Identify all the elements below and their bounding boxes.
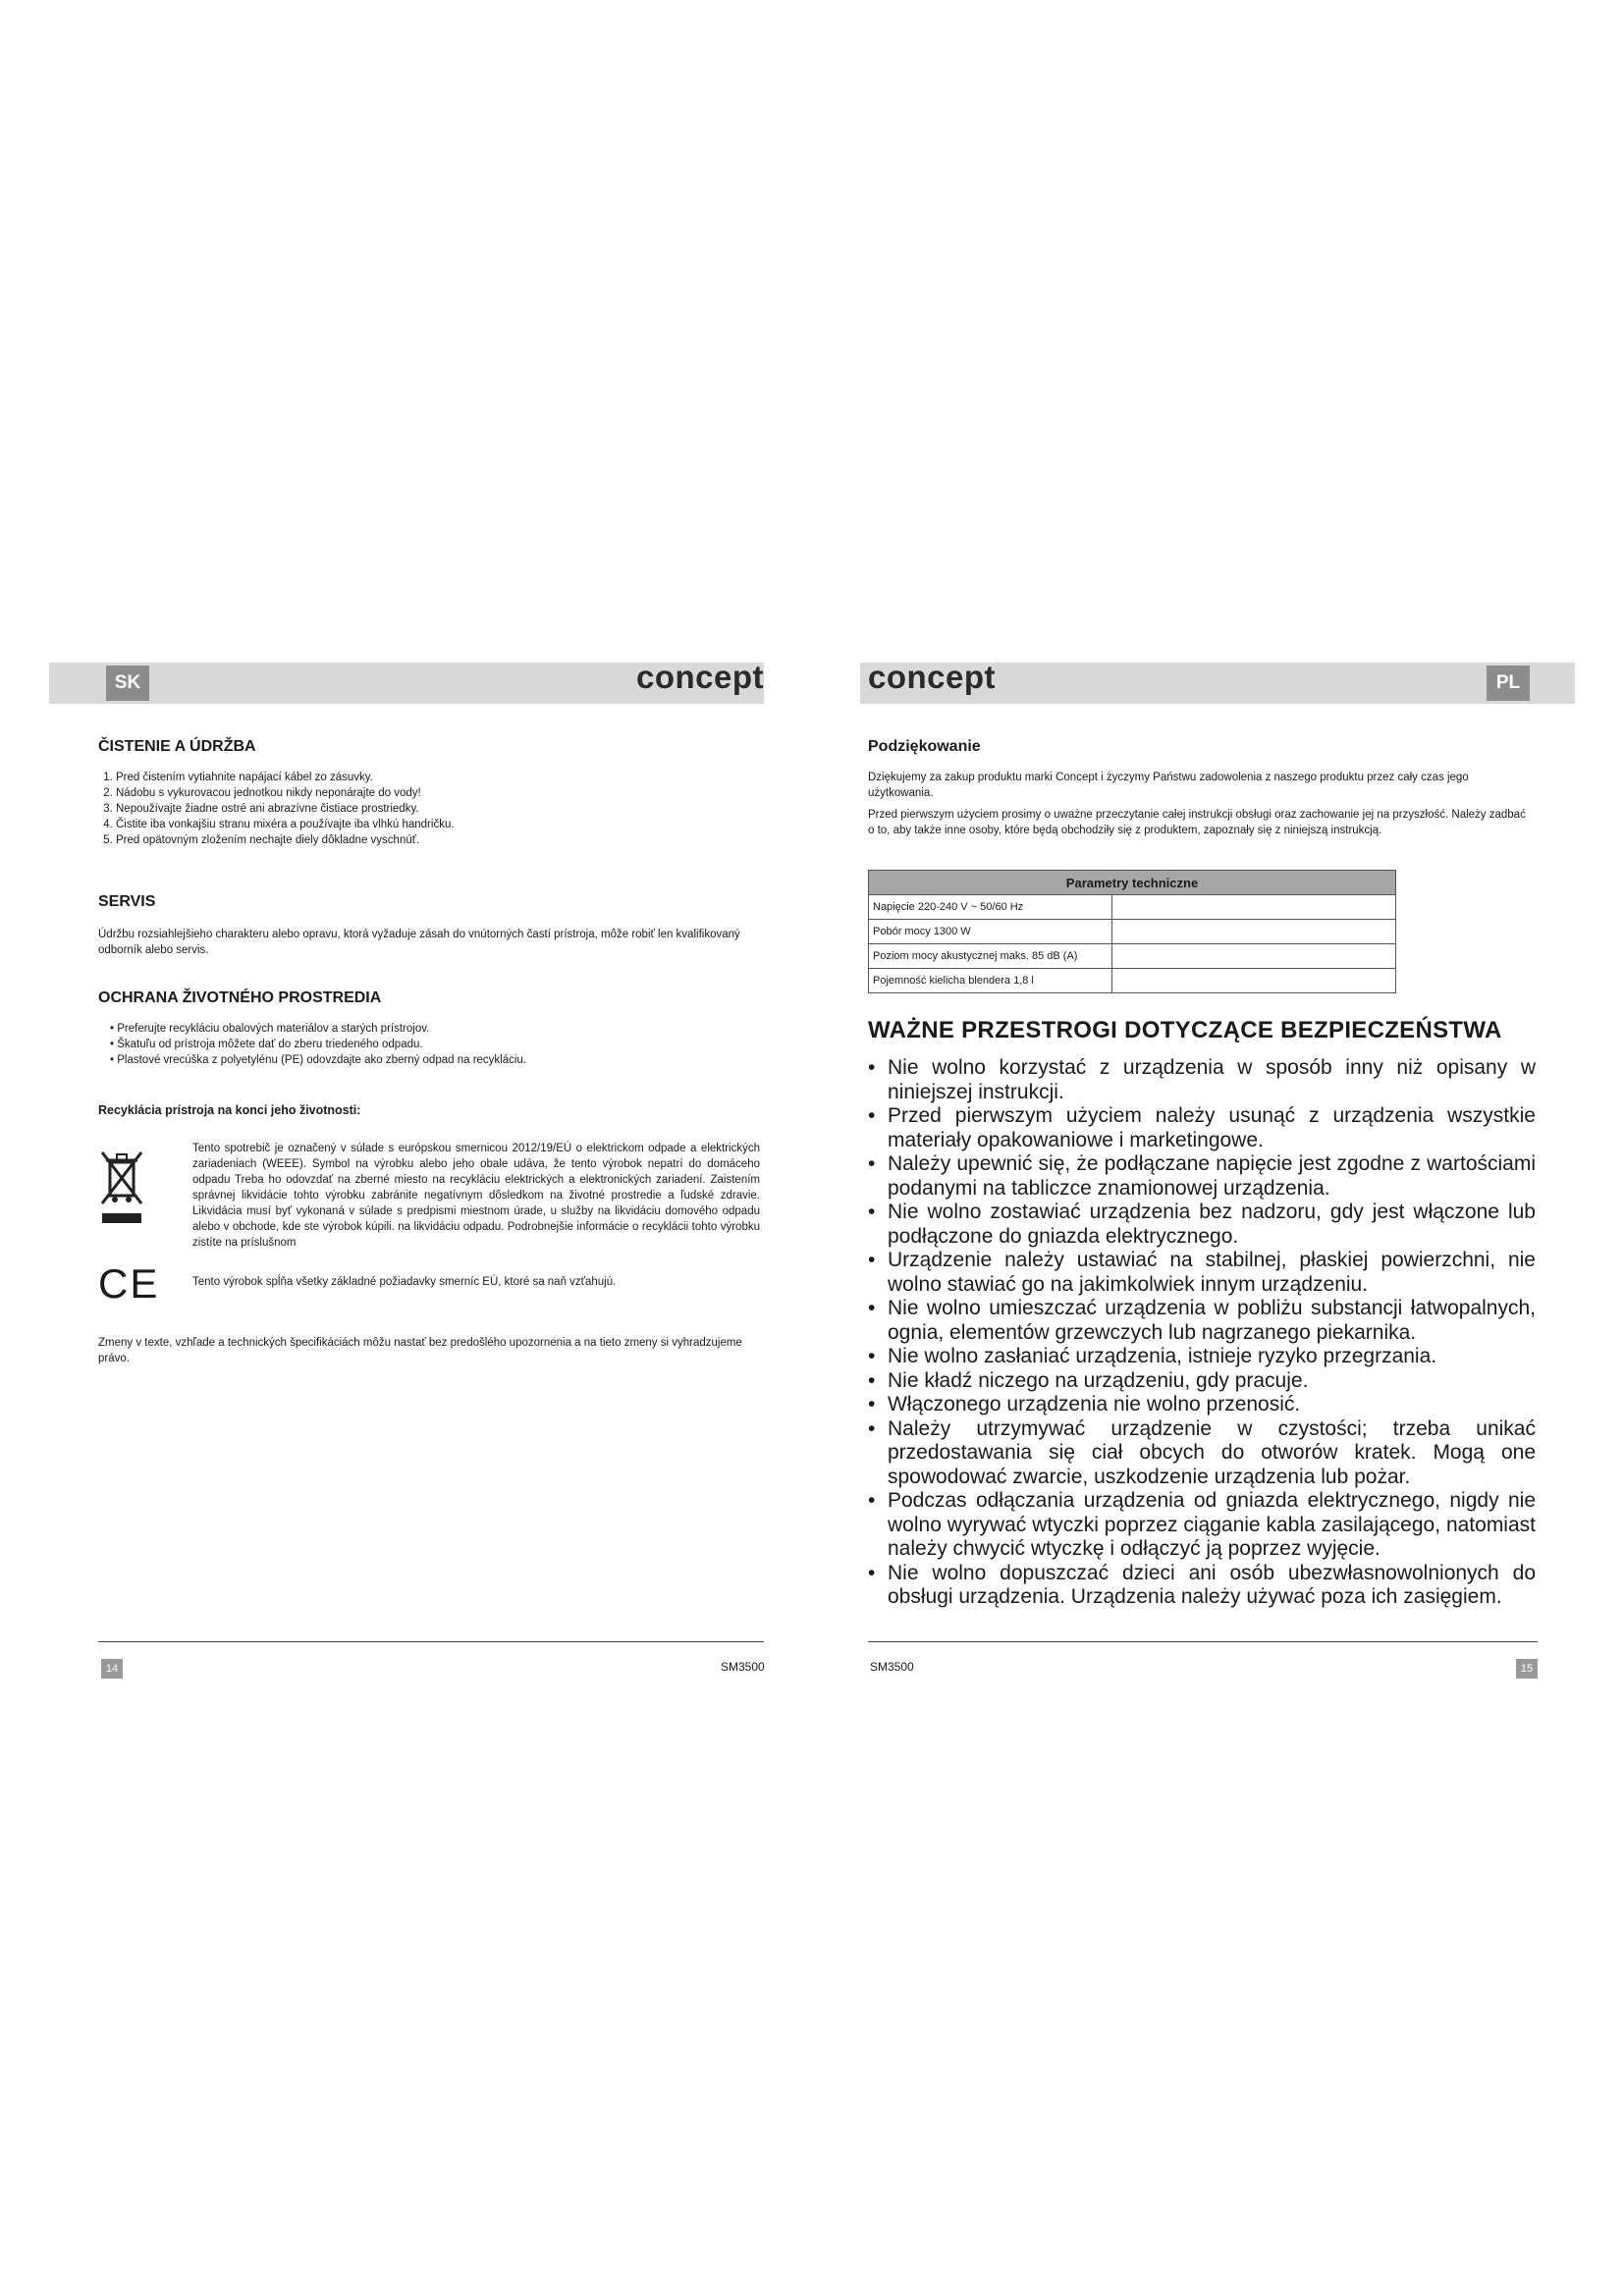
list-item: • Škatuľu od prístroja môžete dať do zberu triedeného odpadu. [110,1037,526,1052]
list-item: • Nie wolno umieszczać urządzenia w pobliżu substancji łatwopalnych, ognia, elementów grzewczych lub nagrzanego piekarnika. [868,1297,1536,1345]
list-item: • Włączonego urządzenia nie wolno przenosić. [868,1393,1536,1417]
spec-cell: Pobór mocy 1300 W [869,920,1112,944]
brand-logo-right: concept [868,659,997,695]
model-number-right: SM3500 [870,1660,914,1674]
model-number-left: SM3500 [721,1660,765,1674]
list-item: • Nie wolno korzystać z urządzenia w sposób inny niż opisany w niniejszej instrukcji. [868,1056,1536,1104]
changes-note: Zmeny v texte, vzhľade a technických špecifikáciách môžu nastať bez predošlého upozornenia a na tieto zmeny si vyhradzujeme právo. [98,1337,742,1364]
recycling-heading: Recyklácia prístroja na konci jeho životnosti: [98,1103,361,1117]
cleaning-heading: ČISTENIE A ÚDRŽBA [98,738,256,755]
weee-bin-icon [98,1147,145,1229]
spec-cell: Napięcie 220-240 V ~ 50/60 Hz [869,895,1112,920]
page-number-left: 14 [101,1659,123,1679]
list-item: 2. Nádobu s vykurovacou jednotkou nikdy neponárajte do vody! [116,785,455,801]
safety-heading: WAŻNE PRZESTROGI DOTYCZĄCE BEZPIECZEŃSTWA [868,1017,1502,1043]
brand-logo-left: concept [636,659,765,695]
ce-text: Tento výrobok spĺňa všetky základné požiadavky smerníc EÚ, ktoré sa naň vzťahujú. [192,1276,617,1288]
footer-rule-right [868,1641,1538,1642]
language-badge-pl: PL [1487,666,1530,701]
list-item: • Preferujte recykláciu obalových materiálov a starých prístrojov. [110,1021,526,1037]
list-item: 4. Čistite iba vonkajšiu stranu mixéra a používajte iba vlhkú handričku. [116,817,455,832]
table-row [869,895,1396,920]
list-item: 1. Pred čistením vytiahnite napájací kábel zo zásuvky. [116,770,455,785]
ce-mark-icon: CE [98,1260,160,1307]
list-item: • Nie wolno zostawiać urządzenia bez nadzoru, gdy jest włączone lub podłączone do gniazda elektrycznego. [868,1201,1536,1249]
list-item: • Przed pierwszym użyciem należy usunąć z urządzenia wszystkie materiały opakowaniowe i marketingowe. [868,1104,1536,1152]
list-item: • Urządzenie należy ustawiać na stabilnej, płaskiej powierzchni, nie wolno stawiać go na jakimkolwiek innym urządzeniu. [868,1249,1536,1297]
footer-rule-left [98,1641,764,1642]
list-item: • Podczas odłączania urządzenia od gniazda elektrycznego, nigdy nie wolno wyrywać wtyczki poprzez ciąganie kabla zasilającego, natomiast należy chwycić wtyczkę i odłączyć ją poprzez wyjęcie. [868,1489,1536,1562]
table-row [869,920,1396,944]
list-item: 3. Nepoužívajte žiadne ostré ani abrazívne čistiace prostriedky. [116,801,455,817]
spec-cell: Pojemność kielicha blendera 1,8 l [869,969,1112,993]
thanks-paragraph-2: Przed pierwszym użyciem prosimy o uważne przeczytanie całej instrukcji obsługi oraz zachowanie jej na przyszłość. Należy zadbać o to, aby także inne osoby, które będą obchodziły się z produktem, zapoznały się z niniejszą instrukcją. [868,809,1526,836]
list-item: • Nie kładź niczego na urządzeniu, gdy pracuje. [868,1369,1536,1394]
list-item: 5. Pred opätovným zložením nechajte diely dôkladne vyschnúť. [116,832,455,848]
service-heading: SERVIS [98,893,156,910]
list-item: • Nie wolno zasłaniać urządzenia, istnieje ryzyko przegrzania. [868,1345,1536,1369]
thanks-paragraph-1: Dziękujemy za zakup produktu marki Concept i życzymy Państwu zadowolenia z naszego produktu przez cały czas jego użytkowania. [868,772,1469,799]
spec-table-title: Parametry techniczne [869,871,1396,895]
cleaning-list [98,770,455,848]
environment-heading: OCHRANA ŽIVOTNÉHO PROSTREDIA [98,989,382,1006]
list-item: • Plastové vrecúška z polyetylénu (PE) odovzdajte ako zberný odpad na recykláciu. [110,1052,526,1068]
safety-list [868,1056,1536,1610]
list-item: • Należy utrzymywać urządzenie w czystości; trzeba unikać przedostawania się ciał obcych do otworów kratek. Mogą one spowodować zwarcie, uszkodzenie urządzenia lub pożar. [868,1417,1536,1490]
table-row [869,969,1396,993]
table-row [869,944,1396,969]
language-badge-sk: SK [106,666,149,701]
environment-list [98,1021,526,1068]
list-item: • Należy upewnić się, że podłączane napięcie jest zgodne z wartościami podanymi na tabliczce znamionowej urządzenia. [868,1152,1536,1201]
weee-text: Tento spotrebič je označený v súlade s európskou smernicou 2012/19/EÚ o elektrickom odpade a elektrických zariadeniach (WEEE). Symbol na výrobku alebo jeho obale udáva, že tento výrobok nepatrí do domáceho odpadu Treba ho odovzdať na zberné miesto na recykláciu elektrických a elektronických zariadení. Zaistením správnej likvidácie tohto výrobku zabránite negatívnym dôsledkom na životné prostredie a ľudské zdravie. Likvidácia musí byť vykonaná v súlade s predpismi miestnom úrade, u služby na likvidáciu domového odpadu alebo v obchode, kde ste výrobok kúpili. na likvidáciu odpadu. Podrobnejšie informácie o recyklácii tohto výrobku zistíte na príslušnom [192,1142,760,1249]
list-item: • Nie wolno dopuszczać dzieci ani osób ubezwłasnowolnionych do obsługi urządzenia. Urządzenia należy używać poza ich zasięgiem. [868,1562,1536,1610]
thanks-heading: Podziękowanie [868,738,981,755]
page-number-right: 15 [1516,1659,1538,1679]
spec-cell: Poziom mocy akustycznej maks. 85 dB (A) [869,944,1112,969]
service-text: Údržbu rozsiahlejšieho charakteru alebo opravu, ktorá vyžaduje zásah do vnútorných častí prístroja, môže robiť len kvalifikovaný odborník alebo servis. [98,929,740,956]
spec-table [868,870,1396,993]
